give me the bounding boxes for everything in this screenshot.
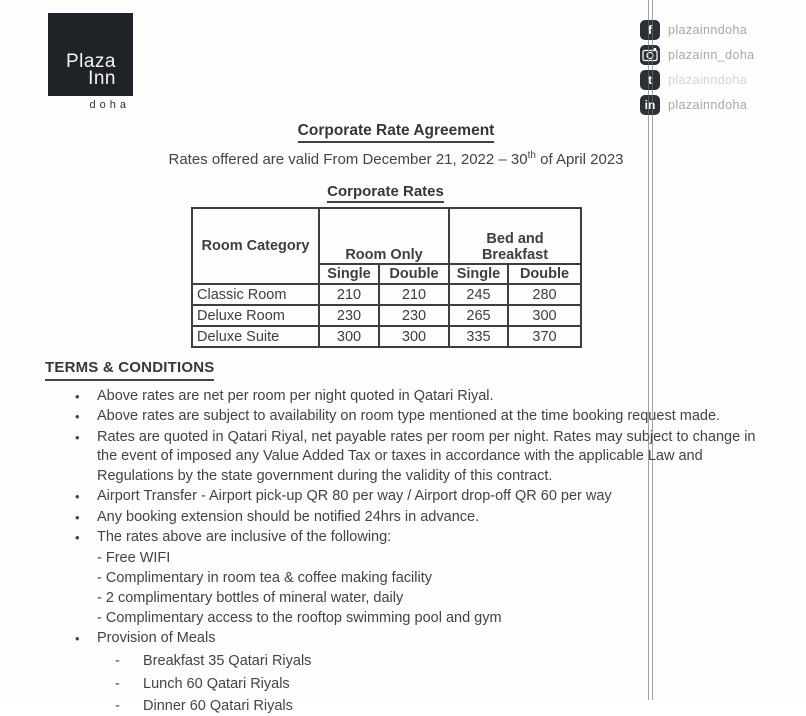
- rate-cell: 245: [449, 284, 508, 305]
- meal-text: Lunch 60 Qatari Riyals: [143, 675, 290, 692]
- terms-heading: TERMS & CONDITIONS: [45, 358, 214, 381]
- inclusion-item: - 2 complimentary bottles of mineral water, daily: [97, 589, 404, 606]
- validity-prefix: Rates offered are valid From December 21, 2022 – 30: [168, 151, 528, 168]
- dash-glyph: -: [115, 698, 120, 714]
- list-item: [45, 387, 757, 407]
- term-text: Above rates are net per room per night quoted in Qatari Riyal.: [97, 387, 494, 404]
- rate-cell: 210: [379, 284, 449, 305]
- bullet-glyph: •: [75, 388, 80, 404]
- dash-glyph: -: [115, 653, 120, 669]
- social-row-linkedin: [640, 95, 755, 115]
- validity-line: [0, 150, 792, 168]
- logo-text-plaza: Plaza: [65, 51, 116, 72]
- bullet-glyph: •: [75, 530, 80, 545]
- term-text: Rates are quoted in Qatari Riyal, net payable rates per room per night. Rates may subject to change in the event of imposed any Value Added Tax or taxes in accordance with the applicable Law and Regulations by the state government during the validity of this contract.: [97, 428, 756, 484]
- list-item: [45, 528, 757, 548]
- room-name: Deluxe Room: [192, 305, 319, 326]
- validity-superscript: th: [527, 150, 536, 161]
- document-header: [0, 122, 792, 168]
- meal-item: [115, 697, 757, 716]
- rate-cell: 300: [508, 305, 581, 326]
- meals-heading: Provision of Meals: [97, 630, 216, 646]
- linkedin-icon: in: [640, 95, 660, 115]
- bullet-glyph: •: [75, 429, 80, 445]
- header-room-only: Room Only: [319, 208, 449, 264]
- inclusion-item: - Complimentary in room tea & coffee making facility: [97, 569, 432, 586]
- rate-cell: 230: [319, 305, 379, 326]
- instagram-handle: plazainn_doha: [668, 48, 755, 62]
- meal-item: [115, 652, 757, 671]
- room-name: Deluxe Suite: [192, 326, 319, 347]
- inclusion-item: - Complimentary access to the rooftop swimming pool and gym: [97, 609, 502, 626]
- facebook-icon: f: [640, 20, 660, 40]
- facebook-handle: plazainndoha: [668, 23, 748, 37]
- social-row-instagram: [640, 45, 755, 65]
- inclusion-item: - Free WIFI: [97, 549, 171, 566]
- list-item: [45, 428, 757, 487]
- rate-cell: 230: [379, 305, 449, 326]
- logo-text-doha: doha: [89, 99, 130, 111]
- instagram-icon: [640, 45, 660, 65]
- bullet-glyph: •: [75, 409, 80, 424]
- table-row: [192, 326, 581, 347]
- validity-suffix: of April 2023: [535, 151, 624, 168]
- social-row-facebook: [640, 20, 755, 40]
- plaza-inn-logo: [48, 13, 134, 111]
- term-text: Above rates are subject to availability on room type mentioned at the time booking request made.: [97, 408, 721, 424]
- document-title: Corporate Rate Agreement: [298, 122, 495, 143]
- rate-cell: 280: [508, 284, 581, 305]
- term-text: Any booking extension should be notified 24hrs in advance.: [97, 508, 480, 525]
- header-room-category: Room Category: [192, 208, 319, 284]
- corporate-rates-table: [191, 207, 582, 348]
- linkedin-handle: plazainndoha: [668, 98, 748, 112]
- bullet-glyph: •: [75, 509, 80, 525]
- corporate-rates-section: [191, 183, 580, 348]
- table-row: [192, 284, 581, 305]
- logo-square: [48, 13, 133, 96]
- list-item: [45, 508, 757, 528]
- terms-and-conditions-section: [45, 358, 757, 716]
- dash-glyph: -: [115, 675, 120, 692]
- header-bed-and-breakfast: Bed and Breakfast: [449, 208, 581, 264]
- list-item: [45, 407, 757, 427]
- term-text: Airport Transfer - Airport pick-up QR 80 per way / Airport drop-off QR 60 per way: [97, 488, 612, 504]
- term-text: The rates above are inclusive of the following:: [97, 529, 392, 545]
- twitter-handle: plazainndoha: [668, 73, 748, 87]
- bullet-glyph: •: [75, 489, 80, 504]
- meal-text: Dinner 60 Qatari Riyals: [143, 698, 293, 714]
- meal-text: Breakfast 35 Qatari Riyals: [143, 653, 312, 669]
- header-bb-double: Double: [508, 264, 581, 284]
- table-row: [192, 305, 581, 326]
- header-room-only-single: Single: [319, 264, 379, 284]
- room-name: Classic Room: [192, 284, 319, 305]
- twitter-icon: t: [640, 70, 660, 90]
- table-title: Corporate Rates: [327, 183, 444, 203]
- social-row-twitter: [640, 70, 755, 90]
- meal-item: [115, 675, 757, 694]
- header-room-only-double: Double: [379, 264, 449, 284]
- rate-cell: 335: [449, 326, 508, 347]
- bullet-glyph: •: [75, 631, 80, 646]
- rate-cell: 265: [449, 305, 508, 326]
- list-item: [45, 487, 757, 507]
- rate-cell: 300: [379, 326, 449, 347]
- logo-text-inn: Inn: [88, 68, 116, 89]
- header-bb-single: Single: [449, 264, 508, 284]
- rate-cell: 300: [319, 326, 379, 347]
- rate-cell: 210: [319, 284, 379, 305]
- rate-cell: 370: [508, 326, 581, 347]
- list-item: [45, 629, 757, 649]
- social-links: [640, 20, 755, 120]
